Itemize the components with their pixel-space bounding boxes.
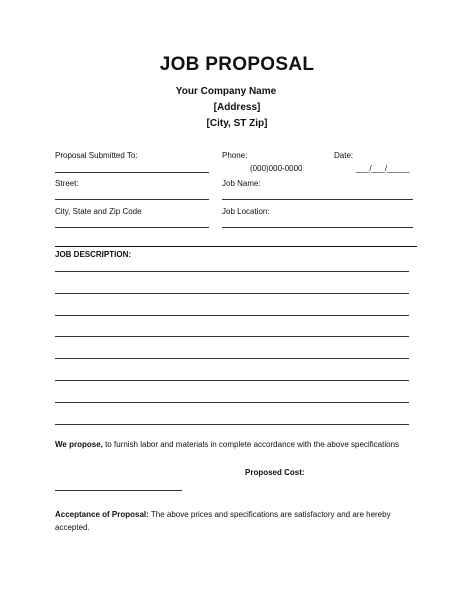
acceptance-text: The above prices and specifications are satisfactory and are hereby accepted.	[55, 510, 391, 532]
city-state-zip-label: City, State and Zip Code	[55, 207, 142, 216]
job-description-line[interactable]	[55, 271, 409, 272]
phone-label: Phone:	[222, 151, 248, 160]
job-location-field[interactable]	[222, 227, 413, 228]
document-title: JOB PROPOSAL	[159, 54, 315, 75]
proposal-submitted-to-label: Proposal Submitted To:	[55, 151, 138, 160]
job-description-line[interactable]	[55, 380, 409, 381]
proposal-statement	[55, 438, 435, 451]
job-name-field[interactable]	[222, 199, 413, 200]
we-propose-text: to furnish labor and materials in complete accordance with the above specifications	[102, 440, 400, 449]
date-label: Date:	[334, 151, 354, 160]
job-description-label: JOB DESCRIPTION:	[55, 250, 132, 259]
job-description-line[interactable]	[55, 358, 409, 359]
company-name: Your Company Name	[175, 86, 277, 97]
job-name-label: Job Name:	[222, 179, 261, 188]
job-location-label: Job Location:	[222, 207, 270, 216]
date-value: ___/___/_____	[356, 164, 410, 173]
acceptance-label: Acceptance of Proposal:	[55, 510, 149, 519]
street-label: Street:	[55, 179, 79, 188]
job-description-line[interactable]	[55, 293, 409, 294]
company-address: [Address]	[213, 102, 261, 113]
section-divider	[55, 246, 417, 247]
street-field[interactable]	[55, 199, 209, 200]
job-description-line[interactable]	[55, 315, 409, 316]
job-description-line[interactable]	[55, 424, 409, 425]
proposal-submitted-to-field[interactable]	[55, 172, 209, 173]
city-state-zip-field[interactable]	[55, 227, 209, 228]
job-description-line[interactable]	[55, 336, 409, 337]
proposed-cost-label: Proposed Cost:	[245, 468, 305, 477]
acceptance-statement	[55, 508, 405, 534]
phone-value: (000)000-0000	[250, 164, 303, 173]
signature-line[interactable]	[55, 490, 182, 491]
we-propose-label: We propose,	[55, 440, 103, 449]
company-city-state-zip: [City, ST Zip]	[206, 118, 268, 129]
job-description-line[interactable]	[55, 402, 409, 403]
